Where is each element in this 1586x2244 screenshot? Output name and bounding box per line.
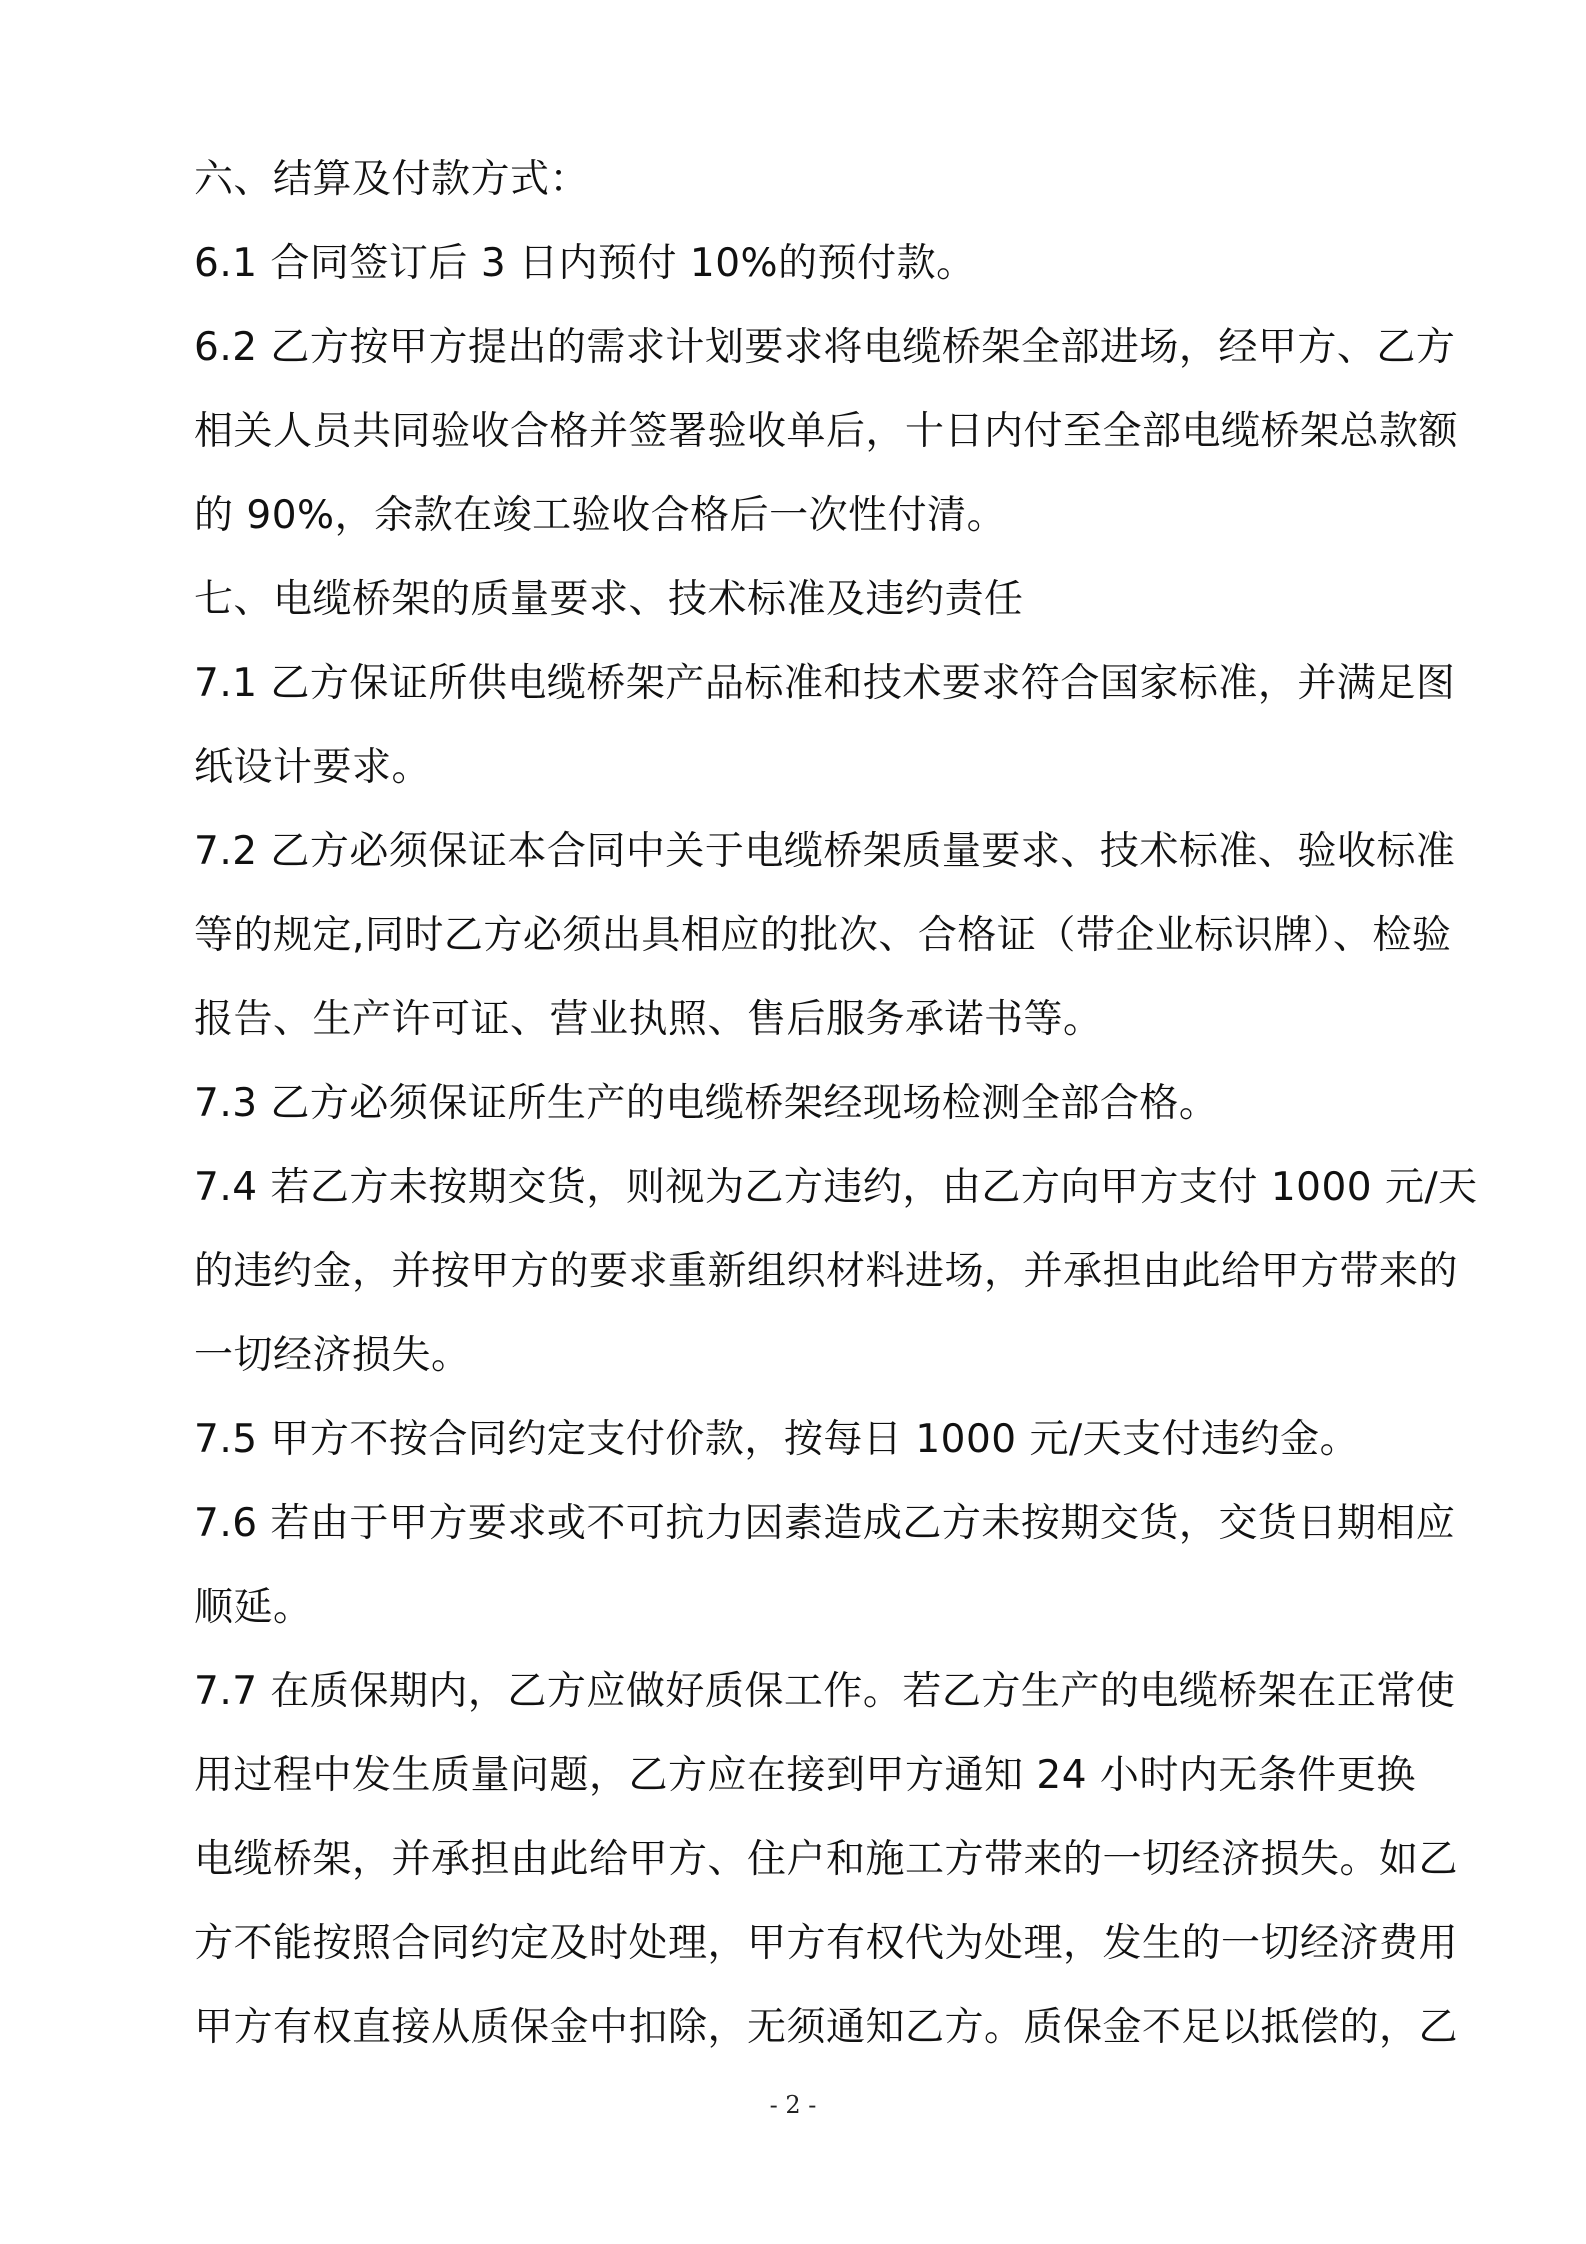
clause-6-2-line-2: 相关人员共同验收合格并签署验收单后，十日内付至全部电缆桥架总款额 [194, 409, 1459, 454]
page-number: - 2 - [769, 2091, 817, 2119]
clause-6-2-line-1: 6.2 乙方按甲方提出的需求计划要求将电缆桥架全部进场，经甲方、乙方 [194, 325, 1456, 370]
clause-7-7-line-5: 甲方有权直接从质保金中扣除，无须通知乙方。质保金不足以抵偿的，乙 [194, 2005, 1459, 2050]
clause-7-1-line-2: 纸设计要求。 [194, 745, 432, 790]
clause-7-6-line-2: 顺延。 [194, 1585, 313, 1630]
clause-7-6-line-1: 7.6 若由于甲方要求或不可抗力因素造成乙方未按期交货，交货日期相应 [194, 1501, 1456, 1546]
clause-7-2-line-3: 报告、生产许可证、营业执照、售后服务承诺书等。 [194, 997, 1103, 1042]
clause-7-7-line-4: 方不能按照合同约定及时处理，甲方有权代为处理，发生的一切经济费用 [194, 1921, 1459, 1966]
clause-6-1: 6.1 合同签订后 3 日内预付 10%的预付款。 [194, 241, 976, 286]
section-heading-settlement: 六、结算及付款方式： [194, 157, 590, 202]
clause-7-7-line-2: 用过程中发生质量问题，乙方应在接到甲方通知 24 小时内无条件更换 [194, 1753, 1416, 1798]
clause-7-2-line-2: 等的规定,同时乙方必须出具相应的批次、合格证（带企业标识牌）、检验 [194, 913, 1452, 958]
clause-7-7-line-3: 电缆桥架，并承担由此给甲方、住户和施工方带来的一切经济损失。如乙 [194, 1837, 1459, 1882]
clause-7-4-line-2: 的违约金，并按甲方的要求重新组织材料进场，并承担由此给甲方带来的 [194, 1249, 1459, 1294]
clause-7-4-line-1: 7.4 若乙方未按期交货，则视为乙方违约，由乙方向甲方支付 1000 元/天 [194, 1165, 1478, 1210]
clause-7-7-line-1: 7.7 在质保期内，乙方应做好质保工作。若乙方生产的电缆桥架在正常使 [194, 1669, 1456, 1714]
clause-6-2-line-3: 的 90%，余款在竣工验收合格后一次性付清。 [194, 493, 1007, 538]
clause-7-1-line-1: 7.1 乙方保证所供电缆桥架产品标准和技术要求符合国家标准，并满足图 [194, 661, 1456, 706]
section-heading-quality: 七、电缆桥架的质量要求、技术标准及违约责任 [194, 577, 1024, 622]
clause-7-4-line-3: 一切经济损失。 [194, 1333, 471, 1378]
clause-7-3: 7.3 乙方必须保证所生产的电缆桥架经现场检测全部合格。 [194, 1081, 1219, 1126]
clause-7-5: 7.5 甲方不按合同约定支付价款，按每日 1000 元/天支付违约金。 [194, 1417, 1360, 1462]
clause-7-2-line-1: 7.2 乙方必须保证本合同中关于电缆桥架质量要求、技术标准、验收标准 [194, 829, 1456, 874]
